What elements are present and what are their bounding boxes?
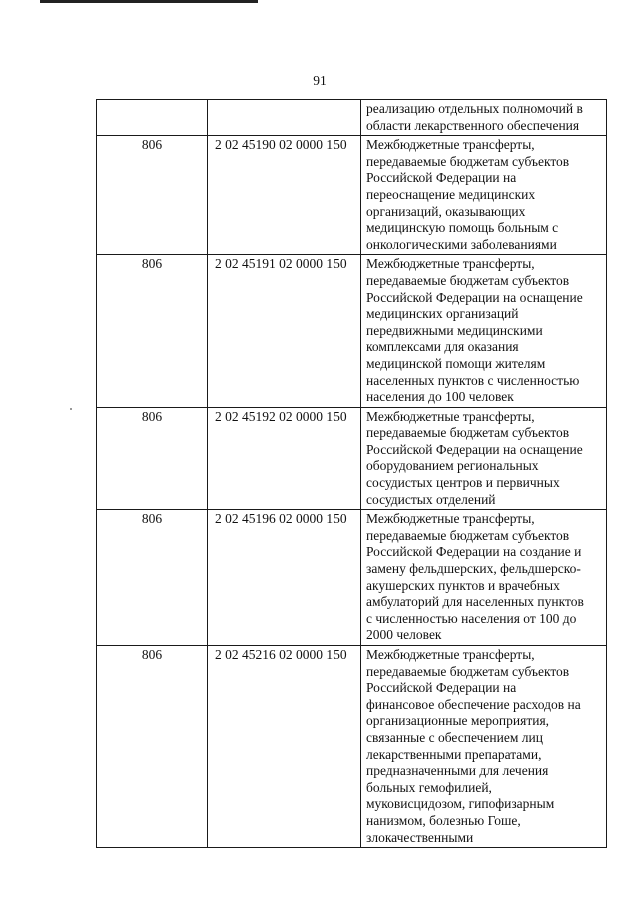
table-row	[96, 255, 607, 407]
budget-classification-table	[96, 99, 607, 848]
description-line: медицинских организаций	[366, 306, 519, 322]
description-cell	[361, 510, 607, 645]
budget-code-cell: 2 02 45191 02 0000 150	[208, 255, 361, 406]
description-line: Межбюджетные трансферты,	[366, 647, 535, 662]
description-line: передвижными медицинскими	[366, 322, 543, 338]
description-line: Межбюджетные трансферты,	[366, 511, 535, 527]
budget-code-cell: 2 02 45190 02 0000 150	[208, 136, 361, 254]
description-line: области лекарственного обеспечения	[366, 117, 580, 133]
description-line: Российской Федерации на оснащение	[366, 289, 583, 305]
description-cell	[361, 646, 607, 847]
description-line: комплексами для оказания	[366, 339, 519, 355]
admin-code-cell: 806	[96, 136, 208, 254]
budget-code-cell: 2 02 45192 02 0000 150	[208, 408, 361, 510]
table-row	[96, 510, 607, 646]
budget-code-cell	[208, 100, 361, 135]
description-line: предназначенными для лечения	[366, 763, 549, 779]
description-line: амбулаторий для населенных пунктов	[366, 594, 584, 610]
description-line: нанизмом, болезнью Гоше,	[366, 812, 521, 828]
budget-code-cell: 2 02 45216 02 0000 150	[208, 646, 361, 847]
description-cell	[361, 100, 607, 135]
admin-code-cell	[96, 100, 208, 135]
description-line: населенных пунктов с численностью	[366, 372, 580, 388]
scan-artifact-line	[40, 0, 258, 3]
description-line: Межбюджетные трансферты,	[366, 256, 535, 272]
admin-code-cell: 806	[96, 646, 208, 847]
table-row	[96, 408, 607, 511]
description-line: сосудистых отделений	[366, 491, 496, 507]
description-line: злокачественными	[366, 829, 474, 845]
description-line: организационные мероприятия,	[366, 713, 550, 729]
admin-code-cell: 806	[96, 255, 208, 406]
admin-code-cell: 806	[96, 510, 208, 645]
description-line: финансовое обеспечение расходов на	[366, 696, 581, 712]
description-cell	[361, 408, 607, 510]
description-line: организаций, оказывающих	[366, 203, 526, 219]
page-number: 91	[313, 73, 327, 88]
description-line: передаваемые бюджетам субъектов	[366, 663, 570, 679]
description-line: Российской Федерации на оснащение	[366, 441, 583, 457]
budget-code-cell: 2 02 45196 02 0000 150	[208, 510, 361, 645]
table-row	[96, 646, 607, 848]
description-line: Межбюджетные трансферты,	[366, 137, 535, 153]
description-line: Межбюджетные трансферты,	[366, 408, 535, 424]
description-line: передаваемые бюджетам субъектов	[366, 527, 570, 543]
table-row	[96, 99, 607, 136]
description-line: онкологическими заболеваниями	[366, 236, 557, 252]
description-line: с численностью населения от 100 до	[366, 610, 577, 626]
description-line: акушерских пунктов и врачебных	[366, 577, 560, 593]
description-line: переоснащение медицинских	[366, 186, 536, 202]
description-line: оборудованием региональных	[366, 458, 539, 474]
description-line: Российской Федерации на	[366, 170, 517, 186]
description-line: лекарственными препаратами,	[366, 746, 542, 762]
scan-speck	[70, 408, 72, 410]
description-line: связанные с обеспечением лиц	[366, 729, 543, 745]
description-line: передаваемые бюджетам субъектов	[366, 272, 570, 288]
description-line: медицинскую помощь больным с	[366, 220, 559, 236]
description-cell	[361, 136, 607, 254]
description-line: 2000 человек	[366, 627, 442, 643]
description-line: реализацию отдельных полномочий в	[366, 101, 583, 116]
description-line: Российской Федерации на	[366, 680, 517, 696]
description-line: замену фельдшерских, фельдшерско-	[366, 561, 581, 577]
description-line: Российской Федерации на создание и	[366, 544, 582, 560]
description-line: больных гемофилией,	[366, 779, 492, 795]
description-cell	[361, 255, 607, 406]
description-line: населения до 100 человек	[366, 389, 514, 405]
description-line: сосудистых центров и первичных	[366, 475, 560, 491]
description-line: муковисцидозом, гипофизарным	[366, 796, 555, 812]
description-line: передаваемые бюджетам субъектов	[366, 425, 570, 441]
description-line: медицинской помощи жителям	[366, 355, 546, 371]
admin-code-cell: 806	[96, 408, 208, 510]
description-line: передаваемые бюджетам субъектов	[366, 153, 570, 169]
table-row	[96, 136, 607, 255]
